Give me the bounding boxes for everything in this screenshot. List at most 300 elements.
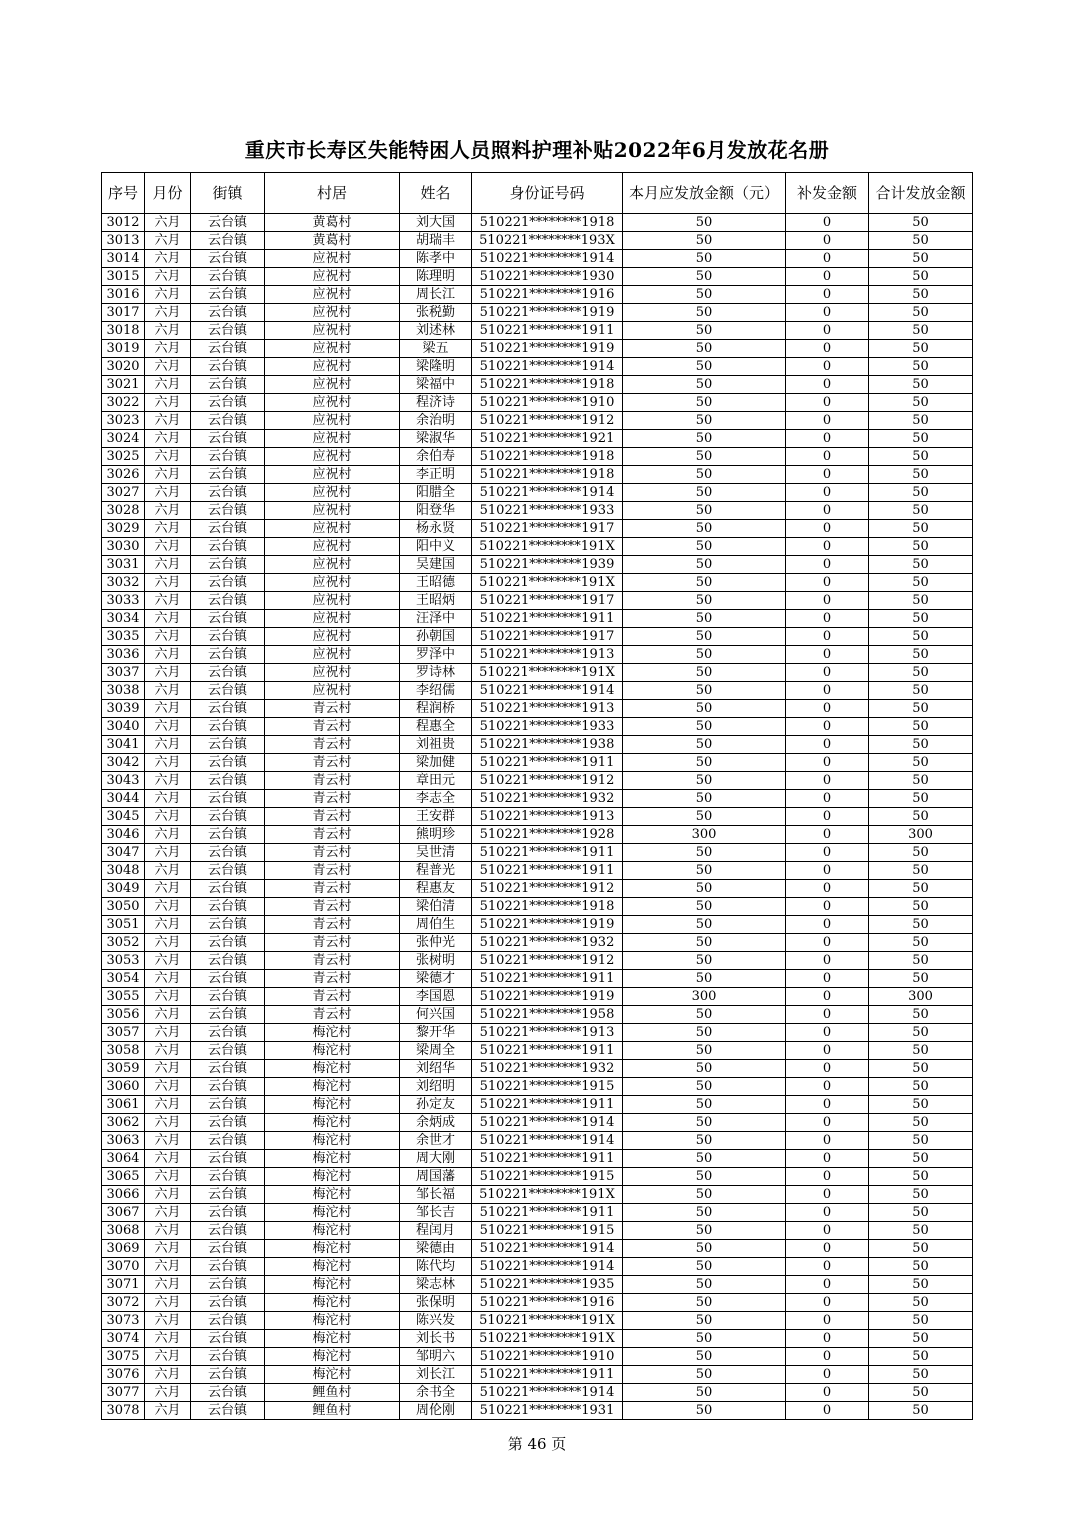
table-row [102,520,973,538]
cell-amount-due: 50 [623,574,786,592]
cell-month: 六月 [145,1006,191,1024]
cell-back-payment: 0 [786,808,869,826]
cell-id-number: 510221********1928 [472,826,623,844]
cell-month: 六月 [145,394,191,412]
cell-back-payment: 0 [786,214,869,232]
cell-month: 六月 [145,682,191,700]
cell-month: 六月 [145,556,191,574]
table-row [102,1096,973,1114]
table-row [102,268,973,286]
table-row [102,1330,973,1348]
cell-town: 云台镇 [191,394,265,412]
cell-total-amount: 50 [869,970,973,988]
cell-back-payment: 0 [786,448,869,466]
cell-town: 云台镇 [191,664,265,682]
cell-index: 3045 [102,808,145,826]
cell-index: 3036 [102,646,145,664]
cell-village: 梅沱村 [265,1186,400,1204]
cell-back-payment: 0 [786,1222,869,1240]
cell-amount-due: 50 [623,304,786,322]
cell-back-payment: 0 [786,430,869,448]
cell-id-number: 510221********1912 [472,880,623,898]
cell-village: 梅沱村 [265,1276,400,1294]
cell-month: 六月 [145,1366,191,1384]
cell-name: 李志全 [400,790,472,808]
table-body [102,214,973,1420]
cell-month: 六月 [145,466,191,484]
table-row [102,538,973,556]
cell-back-payment: 0 [786,268,869,286]
cell-town: 云台镇 [191,304,265,322]
cell-month: 六月 [145,664,191,682]
cell-total-amount: 50 [869,880,973,898]
cell-id-number: 510221********1917 [472,592,623,610]
table-row [102,592,973,610]
cell-town: 云台镇 [191,250,265,268]
cell-village: 梅沱村 [265,1168,400,1186]
cell-amount-due: 50 [623,1042,786,1060]
cell-town: 云台镇 [191,1258,265,1276]
cell-month: 六月 [145,916,191,934]
cell-index: 3016 [102,286,145,304]
cell-index: 3019 [102,340,145,358]
cell-town: 云台镇 [191,1132,265,1150]
cell-amount-due: 50 [623,916,786,934]
cell-town: 云台镇 [191,538,265,556]
cell-back-payment: 0 [786,538,869,556]
cell-amount-due: 50 [623,376,786,394]
cell-month: 六月 [145,610,191,628]
cell-total-amount: 50 [869,1060,973,1078]
cell-back-payment: 0 [786,304,869,322]
cell-id-number: 510221********1914 [472,1132,623,1150]
cell-back-payment: 0 [786,898,869,916]
cell-id-number: 510221********1914 [472,1114,623,1132]
cell-back-payment: 0 [786,412,869,430]
cell-amount-due: 50 [623,628,786,646]
cell-town: 云台镇 [191,1240,265,1258]
cell-amount-due: 50 [623,1222,786,1240]
cell-village: 梅沱村 [265,1348,400,1366]
cell-total-amount: 50 [869,214,973,232]
header-back-payment: 补发金额 [786,173,869,214]
cell-name: 熊明珍 [400,826,472,844]
cell-village: 梅沱村 [265,1114,400,1132]
cell-village: 青云村 [265,934,400,952]
cell-name: 李绍儒 [400,682,472,700]
cell-id-number: 510221********1913 [472,1024,623,1042]
table-row [102,448,973,466]
cell-village: 青云村 [265,1006,400,1024]
cell-amount-due: 50 [623,736,786,754]
cell-amount-due: 50 [623,862,786,880]
table-row [102,394,973,412]
cell-id-number: 510221********1935 [472,1276,623,1294]
cell-id-number: 510221********1931 [472,1402,623,1420]
cell-village: 应祝村 [265,484,400,502]
cell-index: 3012 [102,214,145,232]
cell-index: 3039 [102,700,145,718]
cell-back-payment: 0 [786,934,869,952]
cell-village: 梅沱村 [265,1078,400,1096]
cell-index: 3070 [102,1258,145,1276]
cell-town: 云台镇 [191,934,265,952]
table-row [102,232,973,250]
cell-back-payment: 0 [786,286,869,304]
cell-total-amount: 50 [869,358,973,376]
cell-total-amount: 50 [869,484,973,502]
cell-name: 罗泽中 [400,646,472,664]
cell-month: 六月 [145,646,191,664]
cell-name: 阳中义 [400,538,472,556]
cell-total-amount: 50 [869,232,973,250]
cell-back-payment: 0 [786,1294,869,1312]
cell-index: 3020 [102,358,145,376]
cell-name: 梁五 [400,340,472,358]
cell-village: 青云村 [265,772,400,790]
cell-back-payment: 0 [786,916,869,934]
cell-total-amount: 50 [869,394,973,412]
cell-total-amount: 50 [869,1096,973,1114]
cell-back-payment: 0 [786,1204,869,1222]
cell-index: 3040 [102,718,145,736]
table-row [102,844,973,862]
cell-back-payment: 0 [786,250,869,268]
cell-index: 3030 [102,538,145,556]
cell-village: 应祝村 [265,394,400,412]
cell-back-payment: 0 [786,1330,869,1348]
cell-name: 梁志林 [400,1276,472,1294]
cell-month: 六月 [145,1150,191,1168]
cell-town: 云台镇 [191,1402,265,1420]
header-village: 村居 [265,173,400,214]
cell-back-payment: 0 [786,1006,869,1024]
cell-town: 云台镇 [191,1348,265,1366]
cell-back-payment: 0 [786,1276,869,1294]
cell-index: 3034 [102,610,145,628]
cell-village: 应祝村 [265,340,400,358]
table-row [102,1114,973,1132]
cell-id-number: 510221********1911 [472,1042,623,1060]
header-id-number: 身份证号码 [472,173,623,214]
cell-total-amount: 50 [869,1024,973,1042]
cell-back-payment: 0 [786,1150,869,1168]
cell-id-number: 510221********191X [472,1330,623,1348]
table-row [102,700,973,718]
cell-month: 六月 [145,250,191,268]
cell-index: 3066 [102,1186,145,1204]
cell-index: 3015 [102,268,145,286]
table-row [102,754,973,772]
cell-id-number: 510221********1919 [472,304,623,322]
cell-month: 六月 [145,592,191,610]
cell-month: 六月 [145,1276,191,1294]
cell-town: 云台镇 [191,646,265,664]
cell-total-amount: 50 [869,592,973,610]
cell-name: 梁德才 [400,970,472,988]
cell-name: 章田元 [400,772,472,790]
cell-month: 六月 [145,1330,191,1348]
cell-amount-due: 50 [623,268,786,286]
cell-back-payment: 0 [786,1024,869,1042]
table-row [102,430,973,448]
cell-name: 梁周全 [400,1042,472,1060]
table-row [102,1240,973,1258]
cell-back-payment: 0 [786,682,869,700]
cell-town: 云台镇 [191,214,265,232]
table-row [102,934,973,952]
cell-name: 周国藩 [400,1168,472,1186]
cell-total-amount: 50 [869,250,973,268]
cell-total-amount: 50 [869,646,973,664]
cell-name: 余炳成 [400,1114,472,1132]
table-row [102,898,973,916]
cell-village: 青云村 [265,952,400,970]
cell-id-number: 510221********1917 [472,628,623,646]
cell-amount-due: 50 [623,448,786,466]
table-row [102,1186,973,1204]
cell-town: 云台镇 [191,502,265,520]
cell-id-number: 510221********1933 [472,718,623,736]
cell-village: 应祝村 [265,358,400,376]
cell-village: 应祝村 [265,250,400,268]
cell-town: 云台镇 [191,1222,265,1240]
cell-index: 3022 [102,394,145,412]
cell-town: 云台镇 [191,844,265,862]
cell-total-amount: 50 [869,916,973,934]
cell-back-payment: 0 [786,1186,869,1204]
cell-name: 梁隆明 [400,358,472,376]
cell-back-payment: 0 [786,790,869,808]
cell-village: 应祝村 [265,448,400,466]
cell-name: 吴世清 [400,844,472,862]
cell-month: 六月 [145,718,191,736]
cell-total-amount: 50 [869,556,973,574]
cell-index: 3072 [102,1294,145,1312]
cell-back-payment: 0 [786,826,869,844]
cell-month: 六月 [145,790,191,808]
cell-total-amount: 50 [869,1006,973,1024]
cell-amount-due: 50 [623,1078,786,1096]
cell-name: 周长江 [400,286,472,304]
cell-town: 云台镇 [191,412,265,430]
cell-month: 六月 [145,736,191,754]
cell-back-payment: 0 [786,592,869,610]
cell-back-payment: 0 [786,556,869,574]
cell-back-payment: 0 [786,484,869,502]
cell-month: 六月 [145,1132,191,1150]
cell-back-payment: 0 [786,1096,869,1114]
cell-id-number: 510221********1938 [472,736,623,754]
cell-back-payment: 0 [786,988,869,1006]
cell-back-payment: 0 [786,1060,869,1078]
cell-town: 云台镇 [191,1312,265,1330]
cell-id-number: 510221********1917 [472,520,623,538]
cell-index: 3069 [102,1240,145,1258]
cell-back-payment: 0 [786,664,869,682]
cell-town: 云台镇 [191,826,265,844]
cell-name: 王昭德 [400,574,472,592]
cell-month: 六月 [145,898,191,916]
cell-back-payment: 0 [786,772,869,790]
cell-total-amount: 50 [869,1348,973,1366]
cell-month: 六月 [145,214,191,232]
cell-village: 黄葛村 [265,232,400,250]
cell-village: 应祝村 [265,592,400,610]
table-row [102,1222,973,1240]
cell-village: 应祝村 [265,412,400,430]
cell-month: 六月 [145,1312,191,1330]
cell-town: 云台镇 [191,340,265,358]
cell-month: 六月 [145,1186,191,1204]
cell-total-amount: 50 [869,1114,973,1132]
cell-id-number: 510221********1919 [472,340,623,358]
cell-amount-due: 50 [623,214,786,232]
cell-id-number: 510221********1914 [472,1384,623,1402]
cell-index: 3061 [102,1096,145,1114]
cell-id-number: 510221********1915 [472,1078,623,1096]
cell-village: 青云村 [265,808,400,826]
cell-amount-due: 50 [623,340,786,358]
cell-town: 云台镇 [191,556,265,574]
cell-town: 云台镇 [191,1096,265,1114]
cell-amount-due: 50 [623,808,786,826]
cell-total-amount: 300 [869,988,973,1006]
cell-name: 刘长江 [400,1366,472,1384]
cell-id-number: 510221********1911 [472,862,623,880]
table-row [102,916,973,934]
cell-name: 刘大国 [400,214,472,232]
cell-total-amount: 50 [869,700,973,718]
cell-id-number: 510221********1919 [472,916,623,934]
cell-back-payment: 0 [786,844,869,862]
cell-index: 3062 [102,1114,145,1132]
cell-index: 3074 [102,1330,145,1348]
cell-town: 云台镇 [191,1042,265,1060]
header-town: 街镇 [191,173,265,214]
cell-index: 3049 [102,880,145,898]
cell-town: 云台镇 [191,1276,265,1294]
cell-total-amount: 50 [869,574,973,592]
cell-amount-due: 50 [623,1060,786,1078]
table-row [102,682,973,700]
cell-index: 3047 [102,844,145,862]
cell-total-amount: 50 [869,952,973,970]
cell-back-payment: 0 [786,1240,869,1258]
cell-total-amount: 50 [869,538,973,556]
cell-name: 梁加健 [400,754,472,772]
cell-month: 六月 [145,412,191,430]
cell-village: 应祝村 [265,322,400,340]
cell-back-payment: 0 [786,574,869,592]
cell-total-amount: 50 [869,718,973,736]
cell-town: 云台镇 [191,268,265,286]
cell-total-amount: 50 [869,1258,973,1276]
cell-name: 余书全 [400,1384,472,1402]
cell-amount-due: 50 [623,898,786,916]
cell-village: 青云村 [265,754,400,772]
cell-village: 应祝村 [265,664,400,682]
cell-town: 云台镇 [191,1060,265,1078]
cell-month: 六月 [145,628,191,646]
cell-total-amount: 50 [869,1366,973,1384]
cell-name: 张树明 [400,952,472,970]
cell-name: 杨永贤 [400,520,472,538]
cell-index: 3037 [102,664,145,682]
cell-month: 六月 [145,358,191,376]
cell-town: 云台镇 [191,286,265,304]
cell-month: 六月 [145,1042,191,1060]
table-row [102,574,973,592]
cell-index: 3026 [102,466,145,484]
cell-amount-due: 50 [623,1348,786,1366]
header-index: 序号 [102,173,145,214]
table-row [102,664,973,682]
cell-amount-due: 50 [623,1114,786,1132]
cell-town: 云台镇 [191,718,265,736]
cell-town: 云台镇 [191,376,265,394]
cell-index: 3059 [102,1060,145,1078]
cell-month: 六月 [145,322,191,340]
cell-back-payment: 0 [786,718,869,736]
cell-index: 3031 [102,556,145,574]
table-row [102,412,973,430]
cell-back-payment: 0 [786,232,869,250]
cell-town: 云台镇 [191,988,265,1006]
cell-town: 云台镇 [191,610,265,628]
cell-town: 云台镇 [191,592,265,610]
cell-total-amount: 50 [869,448,973,466]
cell-name: 胡瑞丰 [400,232,472,250]
cell-total-amount: 50 [869,628,973,646]
table-row [102,772,973,790]
cell-amount-due: 50 [623,322,786,340]
cell-amount-due: 50 [623,484,786,502]
cell-total-amount: 50 [869,772,973,790]
cell-back-payment: 0 [786,754,869,772]
cell-id-number: 510221********1915 [472,1168,623,1186]
cell-town: 云台镇 [191,754,265,772]
cell-id-number: 510221********1915 [472,1222,623,1240]
cell-total-amount: 50 [869,934,973,952]
cell-amount-due: 50 [623,1258,786,1276]
cell-month: 六月 [145,340,191,358]
table-row [102,322,973,340]
cell-total-amount: 50 [869,520,973,538]
cell-month: 六月 [145,430,191,448]
cell-town: 云台镇 [191,970,265,988]
cell-id-number: 510221********1911 [472,844,623,862]
cell-index: 3058 [102,1042,145,1060]
cell-back-payment: 0 [786,322,869,340]
table-row [102,1132,973,1150]
cell-village: 应祝村 [265,268,400,286]
cell-id-number: 510221********1911 [472,1366,623,1384]
cell-id-number: 510221********1911 [472,610,623,628]
cell-index: 3014 [102,250,145,268]
cell-total-amount: 50 [869,898,973,916]
cell-total-amount: 50 [869,1240,973,1258]
table-row [102,1150,973,1168]
cell-amount-due: 50 [623,250,786,268]
cell-index: 3055 [102,988,145,1006]
cell-month: 六月 [145,484,191,502]
cell-amount-due: 50 [623,1204,786,1222]
table-row [102,1168,973,1186]
cell-town: 云台镇 [191,1366,265,1384]
table-row [102,1294,973,1312]
cell-village: 梅沱村 [265,1294,400,1312]
